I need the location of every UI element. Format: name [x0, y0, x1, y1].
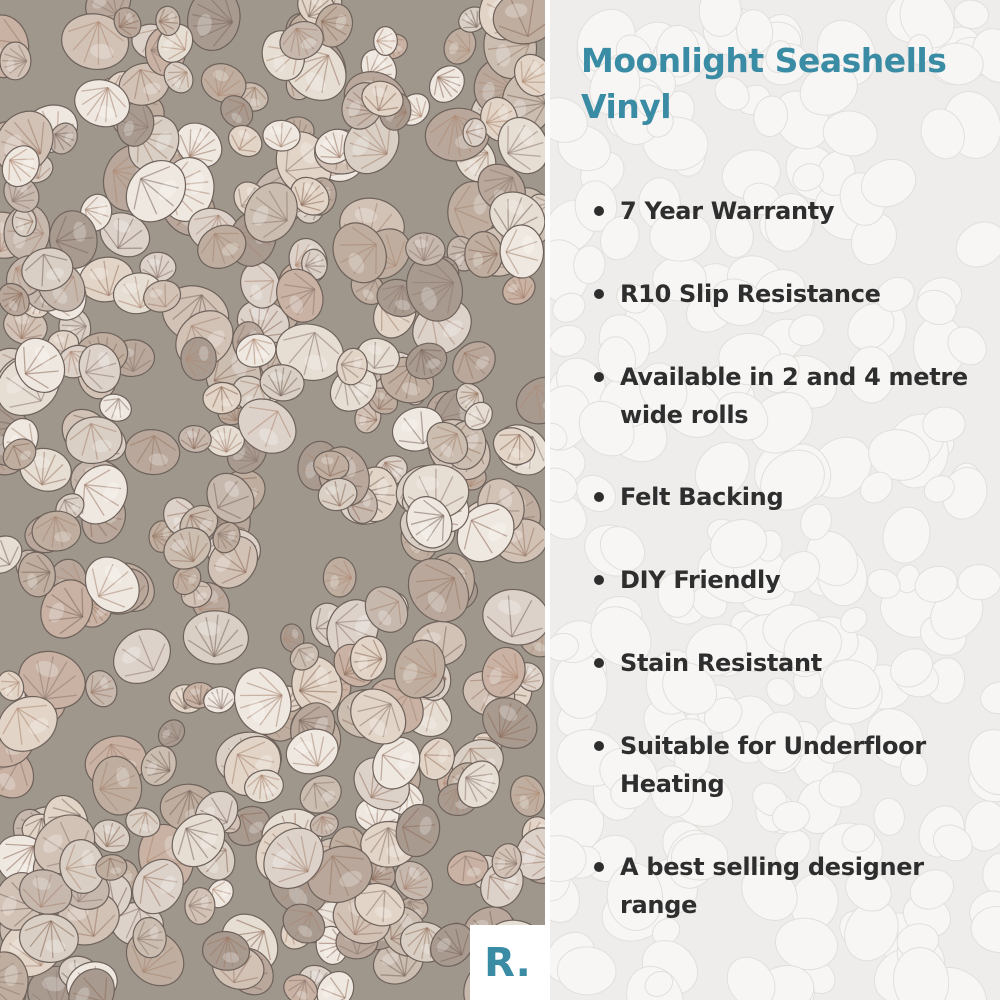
bullet-icon	[594, 741, 604, 751]
bullet-icon	[594, 658, 604, 668]
bullet-icon	[594, 862, 604, 872]
logo-text: R.	[484, 939, 531, 986]
feature-text: DIY Friendly	[620, 566, 781, 594]
info-content	[550, 0, 1000, 1000]
feature-item	[594, 192, 980, 230]
feature-text: Stain Resistant	[620, 649, 822, 677]
info-panel	[550, 0, 1000, 1000]
product-title: Moonlight Seashells Vinyl	[581, 41, 947, 126]
bullet-icon	[594, 289, 604, 299]
feature-item	[594, 644, 980, 682]
seashell-shape	[0, 42, 31, 80]
brand-logo	[470, 925, 545, 1000]
feature-text: 7 Year Warranty	[620, 197, 835, 225]
feature-item	[594, 848, 980, 924]
bullet-icon	[594, 372, 604, 382]
bullet-icon	[594, 206, 604, 216]
feature-item	[594, 727, 980, 803]
feature-item	[594, 561, 980, 599]
feature-text: R10 Slip Resistance	[620, 280, 881, 308]
feature-item	[594, 275, 980, 313]
bullet-icon	[594, 492, 604, 502]
bullet-icon	[594, 575, 604, 585]
feature-text: Available in 2 and 4 metre wide rolls	[620, 363, 968, 429]
feature-text: A best selling designer range	[620, 853, 924, 919]
feature-text: Felt Backing	[620, 483, 784, 511]
seashell-shape	[374, 27, 398, 56]
feature-text: Suitable for Underfloor Heating	[620, 732, 926, 798]
seashell-shape	[464, 231, 502, 277]
feature-item	[594, 478, 980, 516]
seashell-shape	[184, 887, 215, 925]
feature-item	[594, 358, 980, 434]
